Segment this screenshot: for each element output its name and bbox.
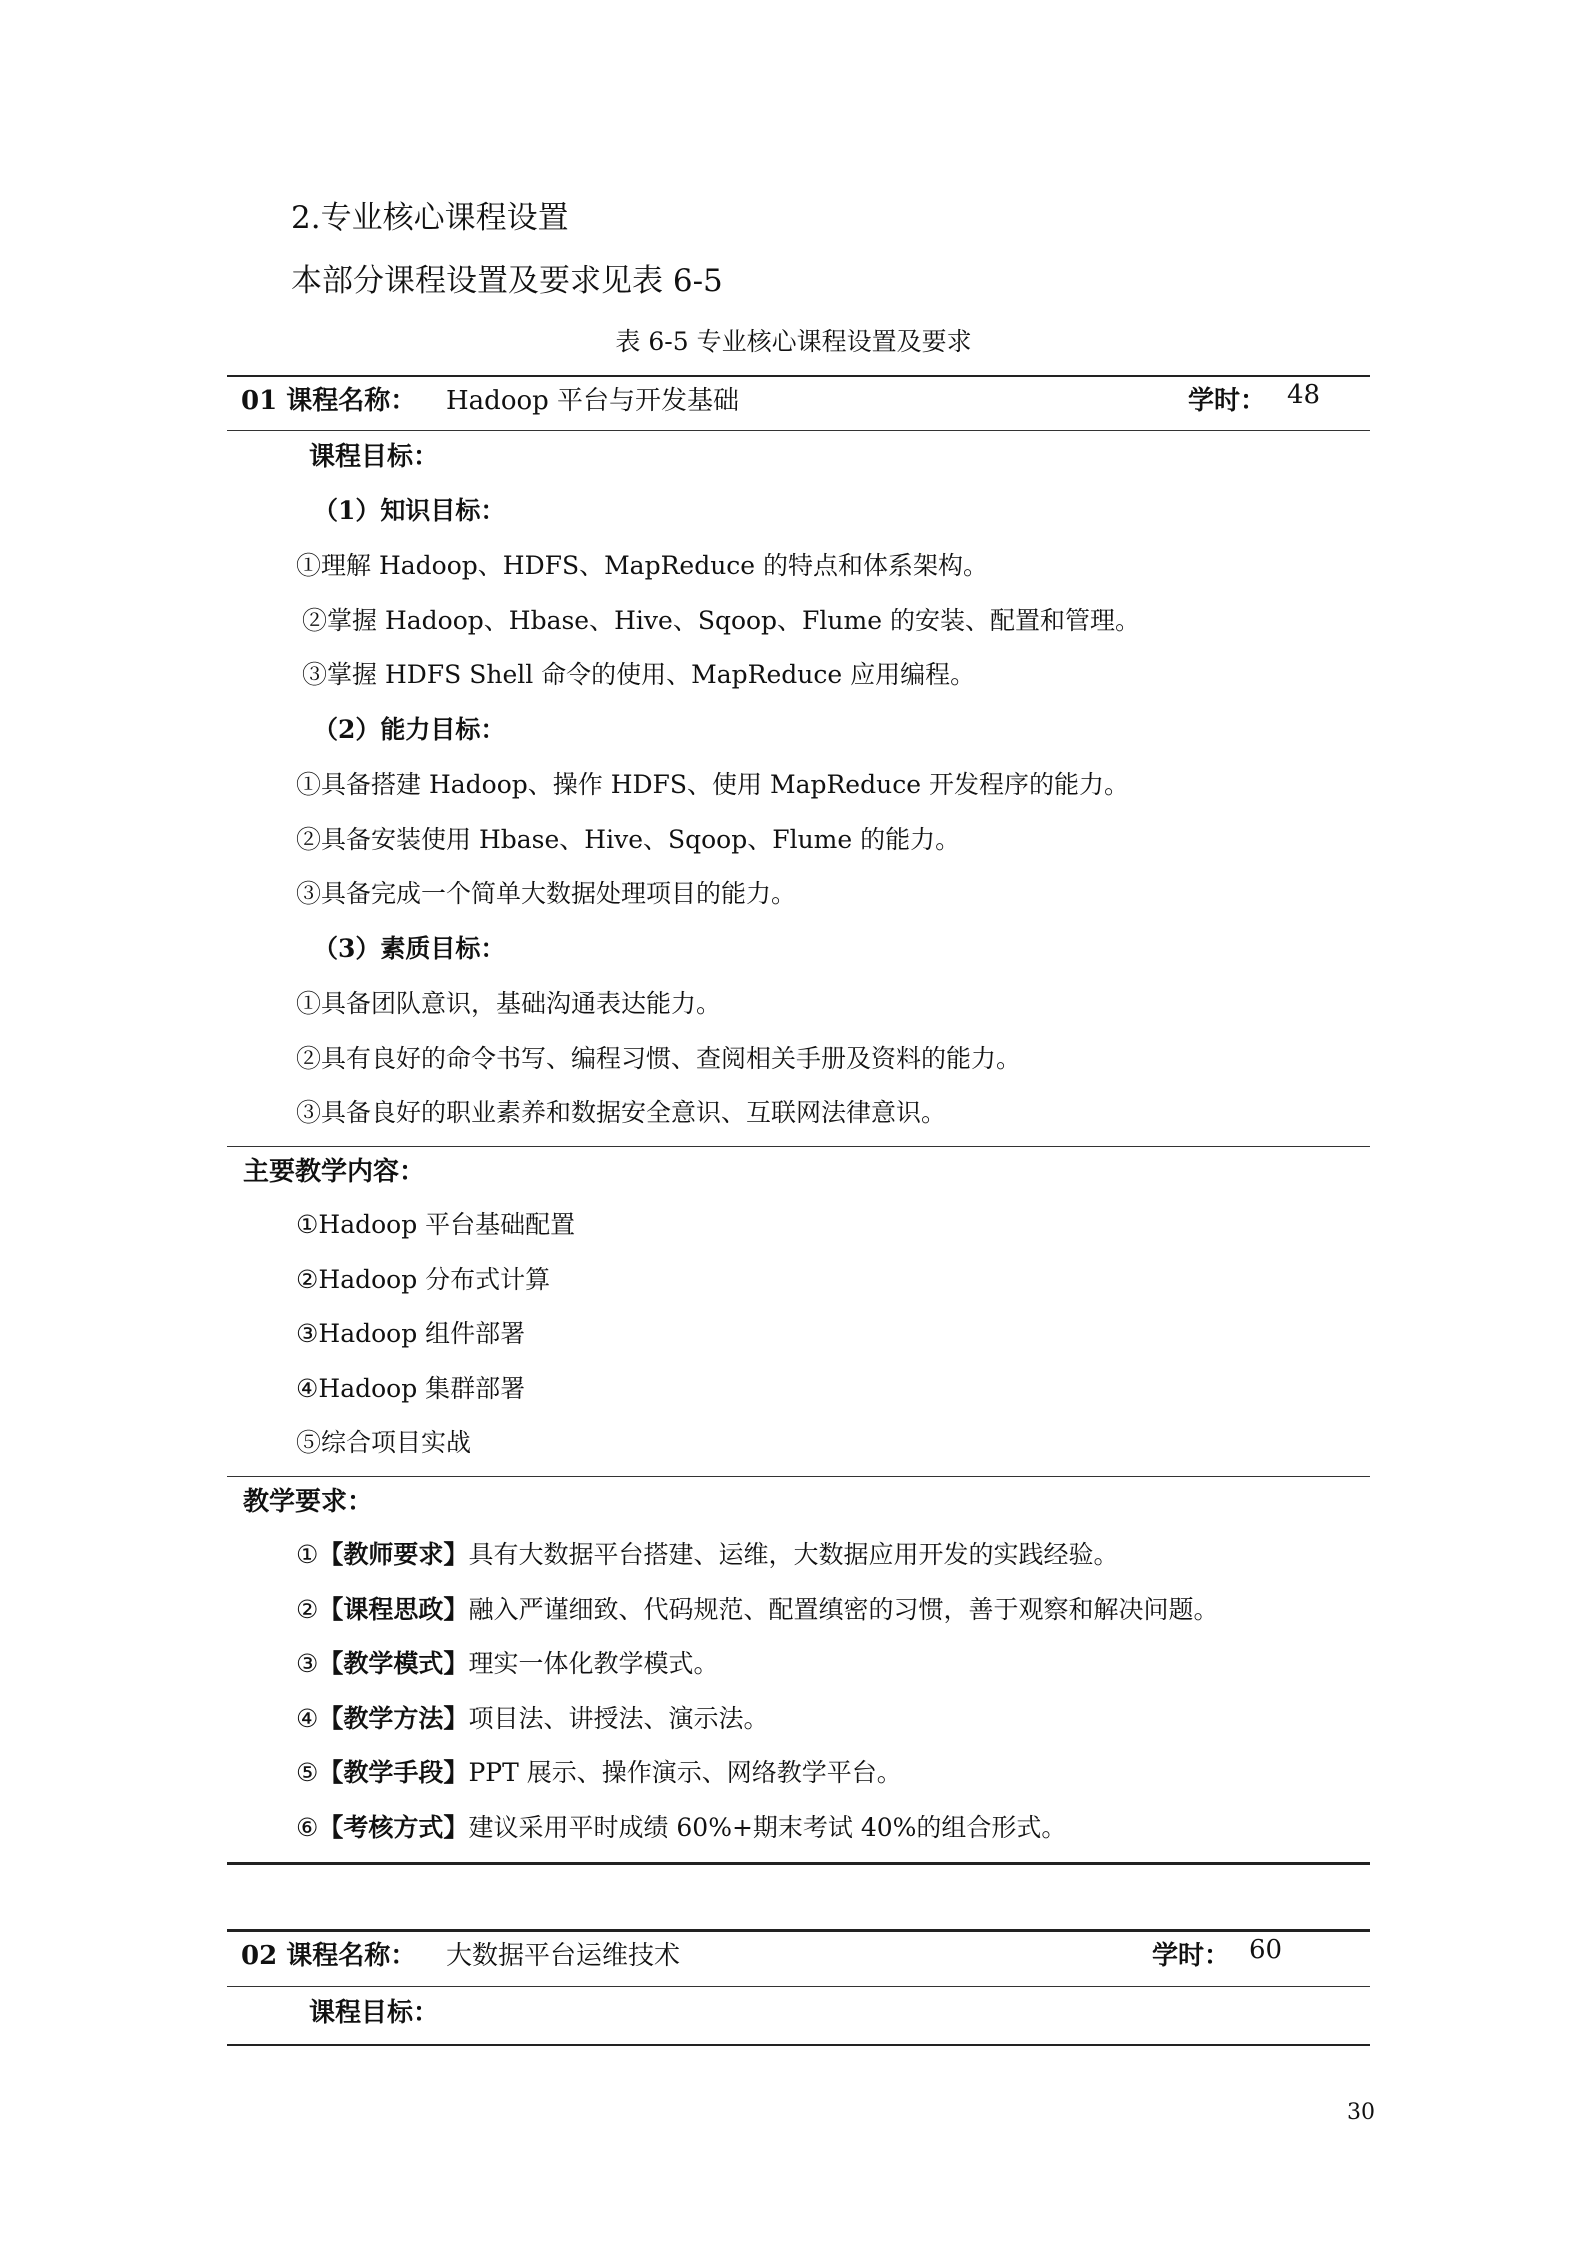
course2-header-rule [227, 1986, 1370, 1987]
course2-name: 大数据平台运维技术 [446, 1941, 681, 1971]
knowledge-goals-label: （1）知识目标： [313, 496, 506, 525]
content-item-5: ⑤综合项目实战 [296, 1428, 472, 1457]
requirement-2: ②【课程思政】融入严谨细致、代码规范、配置缜密的习惯，善于观察和解决问题。 [296, 1595, 1219, 1624]
quality-goal-1: ①具备团队意识，基础沟通表达能力。 [296, 989, 722, 1018]
requirement-1: ①【教师要求】具有大数据平台搭建、运维，大数据应用开发的实践经验。 [296, 1540, 1119, 1569]
ability-goal-3: ③具备完成一个简单大数据处理项目的能力。 [296, 879, 797, 908]
course1-hours-label: 学时： [1188, 386, 1267, 416]
teaching-requirements-label: 教学要求： [243, 1487, 374, 1517]
content-item-2: ②Hadoop 分布式计算 [296, 1265, 551, 1294]
requirements-rule [227, 1476, 1370, 1477]
requirement-4: ④【教学方法】项目法、讲授法、演示法。 [296, 1704, 769, 1733]
course2-number-label: 02 课程名称： [241, 1941, 417, 1971]
requirement-5: ⑤【教学手段】PPT 展示、操作演示、网络教学平台。 [296, 1758, 902, 1787]
section-heading: 2.专业核心课程设置 [291, 200, 569, 236]
ability-goal-1: ①具备搭建 Hadoop、操作 HDFS、使用 MapReduce 开发程序的能力。 [296, 770, 1129, 799]
intro-text: 本部分课程设置及要求见表 6-5 [291, 263, 723, 299]
knowledge-goal-1: ①理解 Hadoop、HDFS、MapReduce 的特点和体系架构。 [296, 551, 989, 580]
quality-goals-label: （3）素质目标： [313, 934, 506, 963]
course1-number-label: 01 课程名称： [241, 386, 417, 416]
ability-goals-label: （2）能力目标： [313, 715, 506, 744]
course2-bottom-rule [227, 2044, 1370, 2046]
course2-top-rule [227, 1929, 1370, 1932]
course2-hours: 60 [1249, 1935, 1283, 1965]
content-rule [227, 1146, 1370, 1147]
course1-bottom-rule [227, 1862, 1370, 1865]
main-content-label: 主要教学内容： [243, 1157, 426, 1187]
course2-hours-label: 学时： [1152, 1941, 1231, 1971]
ability-goal-2: ②具备安装使用 Hbase、Hive、Sqoop、Flume 的能力。 [296, 825, 961, 854]
table-caption: 表 6-5 专业核心课程设置及要求 [615, 327, 972, 356]
page-number: 30 [1347, 2100, 1375, 2125]
knowledge-goal-3: ③掌握 HDFS Shell 命令的使用、MapReduce 应用编程。 [302, 660, 976, 689]
quality-goal-3: ③具备良好的职业素养和数据安全意识、互联网法律意识。 [296, 1098, 947, 1127]
content-item-4: ④Hadoop 集群部署 [296, 1374, 526, 1403]
course2-objectives-label: 课程目标： [309, 1998, 440, 2028]
quality-goal-2: ②具有良好的命令书写、编程习惯、查阅相关手册及资料的能力。 [296, 1044, 1022, 1073]
requirement-6: ⑥【考核方式】建议采用平时成绩 60%+期末考试 40%的组合形式。 [296, 1813, 1067, 1842]
course1-hours: 48 [1287, 380, 1321, 410]
course1-objectives-label: 课程目标： [309, 442, 440, 472]
requirement-3: ③【教学模式】理实一体化教学模式。 [296, 1649, 719, 1678]
knowledge-goal-2: ②掌握 Hadoop、Hbase、Hive、Sqoop、Flume 的安装、配置和管理。 [302, 606, 1140, 635]
course1-name: Hadoop 平台与开发基础 [446, 386, 740, 416]
course1-top-rule [227, 375, 1370, 377]
content-item-1: ①Hadoop 平台基础配置 [296, 1210, 576, 1239]
content-item-3: ③Hadoop 组件部署 [296, 1319, 526, 1348]
course1-header-rule [227, 430, 1370, 431]
